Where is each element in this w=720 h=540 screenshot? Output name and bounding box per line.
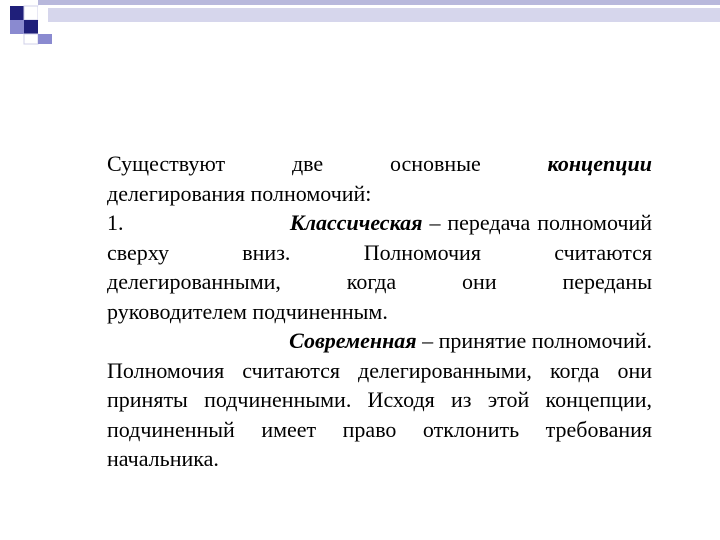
text-line: сверху вниз. Полномочия считаются <box>107 239 652 265</box>
white-square-bottom <box>24 34 38 44</box>
emphasis-modern: Современная <box>289 328 417 353</box>
light-square-bottom <box>38 34 52 44</box>
emphasis-concepts: концепции <box>547 151 652 176</box>
white-square-top <box>24 6 38 20</box>
top-stripe <box>48 8 720 24</box>
paragraph-modern: Полномочия считаются делегированными, когда они приняты подчиненными. Исходя из этой концепции, подчиненный имеет право отклонить требования начальника. <box>107 357 652 471</box>
text-line: Современная – принятие полномочий. <box>289 328 652 353</box>
dark-square-center <box>24 20 38 34</box>
text-line: 1. Классическая – передача полномочий <box>107 210 653 235</box>
slide-body-text <box>107 149 652 474</box>
light-square-left <box>10 20 24 34</box>
text-line: делегирования полномочий: <box>107 180 372 206</box>
text-line: Существуют две основные концепции <box>107 151 652 176</box>
text-line: делегированными, когда они переданы <box>107 269 652 294</box>
emphasis-classical: Классическая <box>289 210 423 235</box>
dark-square-top <box>10 6 24 20</box>
header-decoration <box>0 0 720 60</box>
text-line: руководителем подчиненным. <box>107 298 388 324</box>
